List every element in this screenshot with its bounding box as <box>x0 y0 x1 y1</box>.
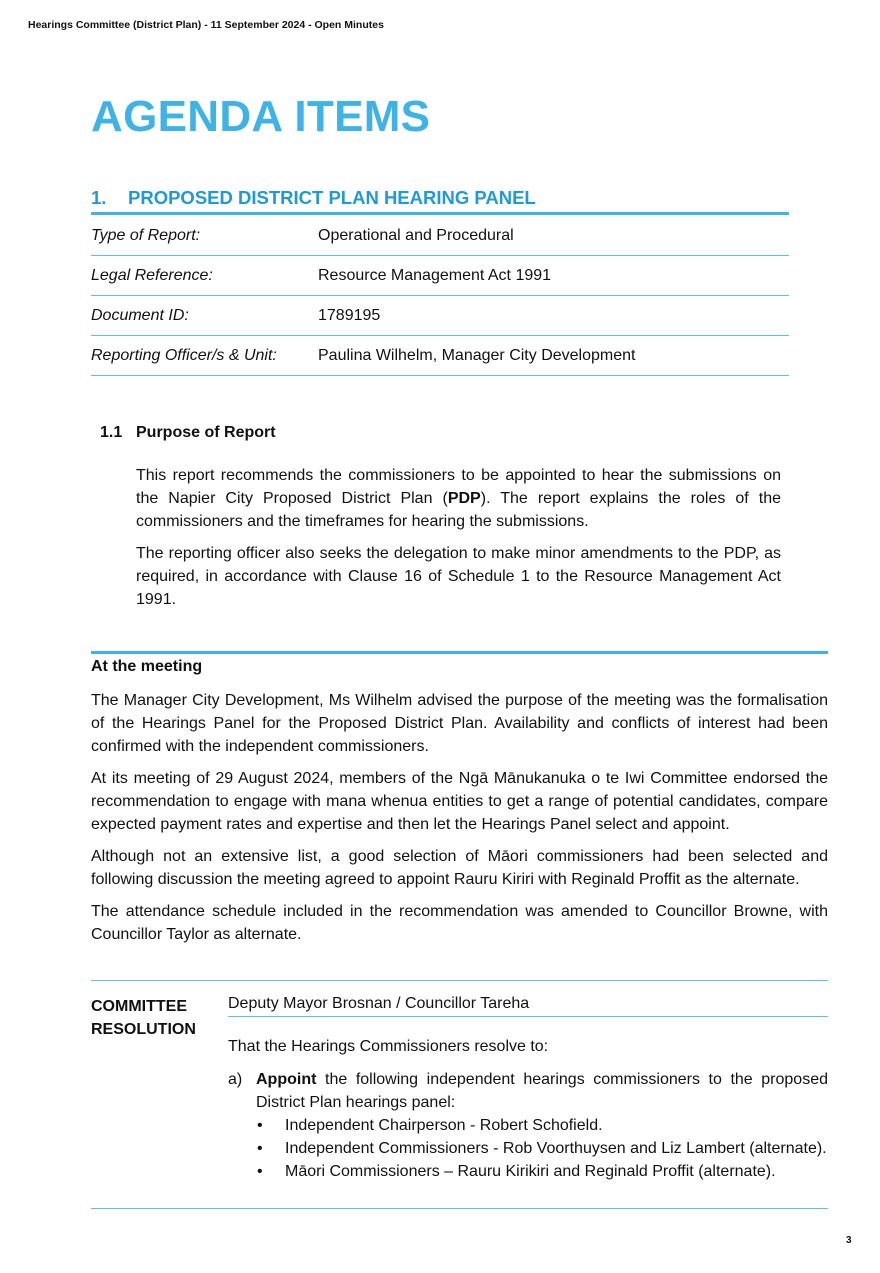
page-title: AGENDA ITEMS <box>91 92 431 141</box>
commissioner-list <box>256 1114 828 1183</box>
meta-value: Paulina Wilhelm, Manager City Development <box>318 346 636 364</box>
bullet-icon: • <box>257 1163 263 1180</box>
resolution-divider-bottom <box>91 1208 828 1209</box>
section-heading <box>91 187 536 209</box>
purpose-number: 1.1 <box>100 424 123 441</box>
purpose-text: ). The report explains the roles of the commissioners and the timeframes for hearing the submissions. <box>136 490 781 530</box>
resolution-label-line: RESOLUTION <box>91 1021 196 1038</box>
item-text-rest: the following independent hearings commissioners to the proposed District Plan hearings panel: <box>256 1071 828 1111</box>
resolution-divider-top <box>91 980 828 981</box>
purpose-heading-text: Purpose of Report <box>136 424 276 441</box>
meta-label: Type of Report: <box>91 226 201 244</box>
resolution-intro: That the Hearings Commissioners resolve to: <box>228 1038 549 1055</box>
report-meta-table <box>91 216 789 376</box>
item-bold: Appoint <box>256 1071 317 1088</box>
pdp-abbreviation: PDP <box>447 490 481 507</box>
list-item-text: Independent Chairperson - Robert Schofield. <box>285 1117 603 1134</box>
list-item <box>256 1137 828 1160</box>
meta-value: Resource Management Act 1991 <box>318 266 552 284</box>
section-divider <box>91 212 789 215</box>
meta-label: Reporting Officer/s & Unit: <box>91 346 277 364</box>
purpose-paragraph: The reporting officer also seeks the delegation to make minor amendments to the PDP, as required, in accordance with Clause 16 of Schedule 1 to the Resource Management Act 1991. <box>136 545 781 608</box>
meta-value: Operational and Procedural <box>318 226 514 244</box>
meeting-paragraph: At its meeting of 29 August 2024, members of the Ngā Mānukanuka o te Iwi Committee endorsed the recommendation to engage with mana whenua entities to get a range of potential candidates, compare expected payment rates and expertise and then let the Hearings Panel select and appoint. <box>91 770 828 833</box>
resolution-mover: Deputy Mayor Brosnan / Councillor Tareha <box>228 995 828 1017</box>
resolution-item <box>228 1068 828 1183</box>
page-number: 3 <box>846 1235 852 1246</box>
section-number: 1. <box>91 187 107 208</box>
purpose-heading <box>100 424 276 442</box>
meta-row <box>91 256 789 296</box>
meeting-divider <box>91 651 828 654</box>
bullet-icon: • <box>257 1140 263 1157</box>
section-heading-text: PROPOSED DISTRICT PLAN HEARING PANEL <box>128 187 536 208</box>
meeting-body <box>91 689 828 955</box>
list-item-text: Māori Commissioners – Rauru Kirikiri and Reginald Proffit (alternate). <box>285 1163 776 1180</box>
meta-label: Legal Reference: <box>91 266 213 284</box>
meta-label: Document ID: <box>91 306 189 324</box>
item-letter: a) <box>228 1071 243 1088</box>
resolution-label <box>91 995 196 1041</box>
item-text <box>256 1068 828 1114</box>
meta-row <box>91 216 789 256</box>
list-item <box>256 1114 828 1137</box>
purpose-text: This report recommends the commissioners to be appointed to hear the submissions on the Napier City Proposed District Plan ( <box>136 467 781 507</box>
running-header: Hearings Committee (District Plan) - 11 September 2024 - Open Minutes <box>28 19 384 31</box>
meeting-paragraph: The Manager City Development, Ms Wilhelm advised the purpose of the meeting was the formalisation of the Hearings Panel for the Proposed District Plan. Availability and conflicts of interest had been confirmed with the independent commissioners. <box>91 692 828 755</box>
list-item-text: Independent Commissioners - Rob Voorthuysen and Liz Lambert (alternate). <box>285 1140 827 1157</box>
meta-value: 1789195 <box>318 306 381 324</box>
bullet-icon: • <box>257 1117 263 1134</box>
list-item <box>256 1160 828 1183</box>
purpose-body <box>136 464 781 620</box>
meta-row <box>91 296 789 336</box>
resolution-label-line: COMMITTEE <box>91 998 187 1015</box>
meeting-paragraph: The attendance schedule included in the recommendation was amended to Councillor Browne, with Councillor Taylor as alternate. <box>91 903 828 943</box>
meeting-paragraph: Although not an extensive list, a good selection of Māori commissioners had been selected and following discussion the meeting agreed to appoint Rauru Kiriri with Reginald Proffit as the alternate. <box>91 848 828 888</box>
purpose-paragraph <box>136 464 781 533</box>
meta-row <box>91 336 789 376</box>
meeting-heading: At the meeting <box>91 658 203 675</box>
